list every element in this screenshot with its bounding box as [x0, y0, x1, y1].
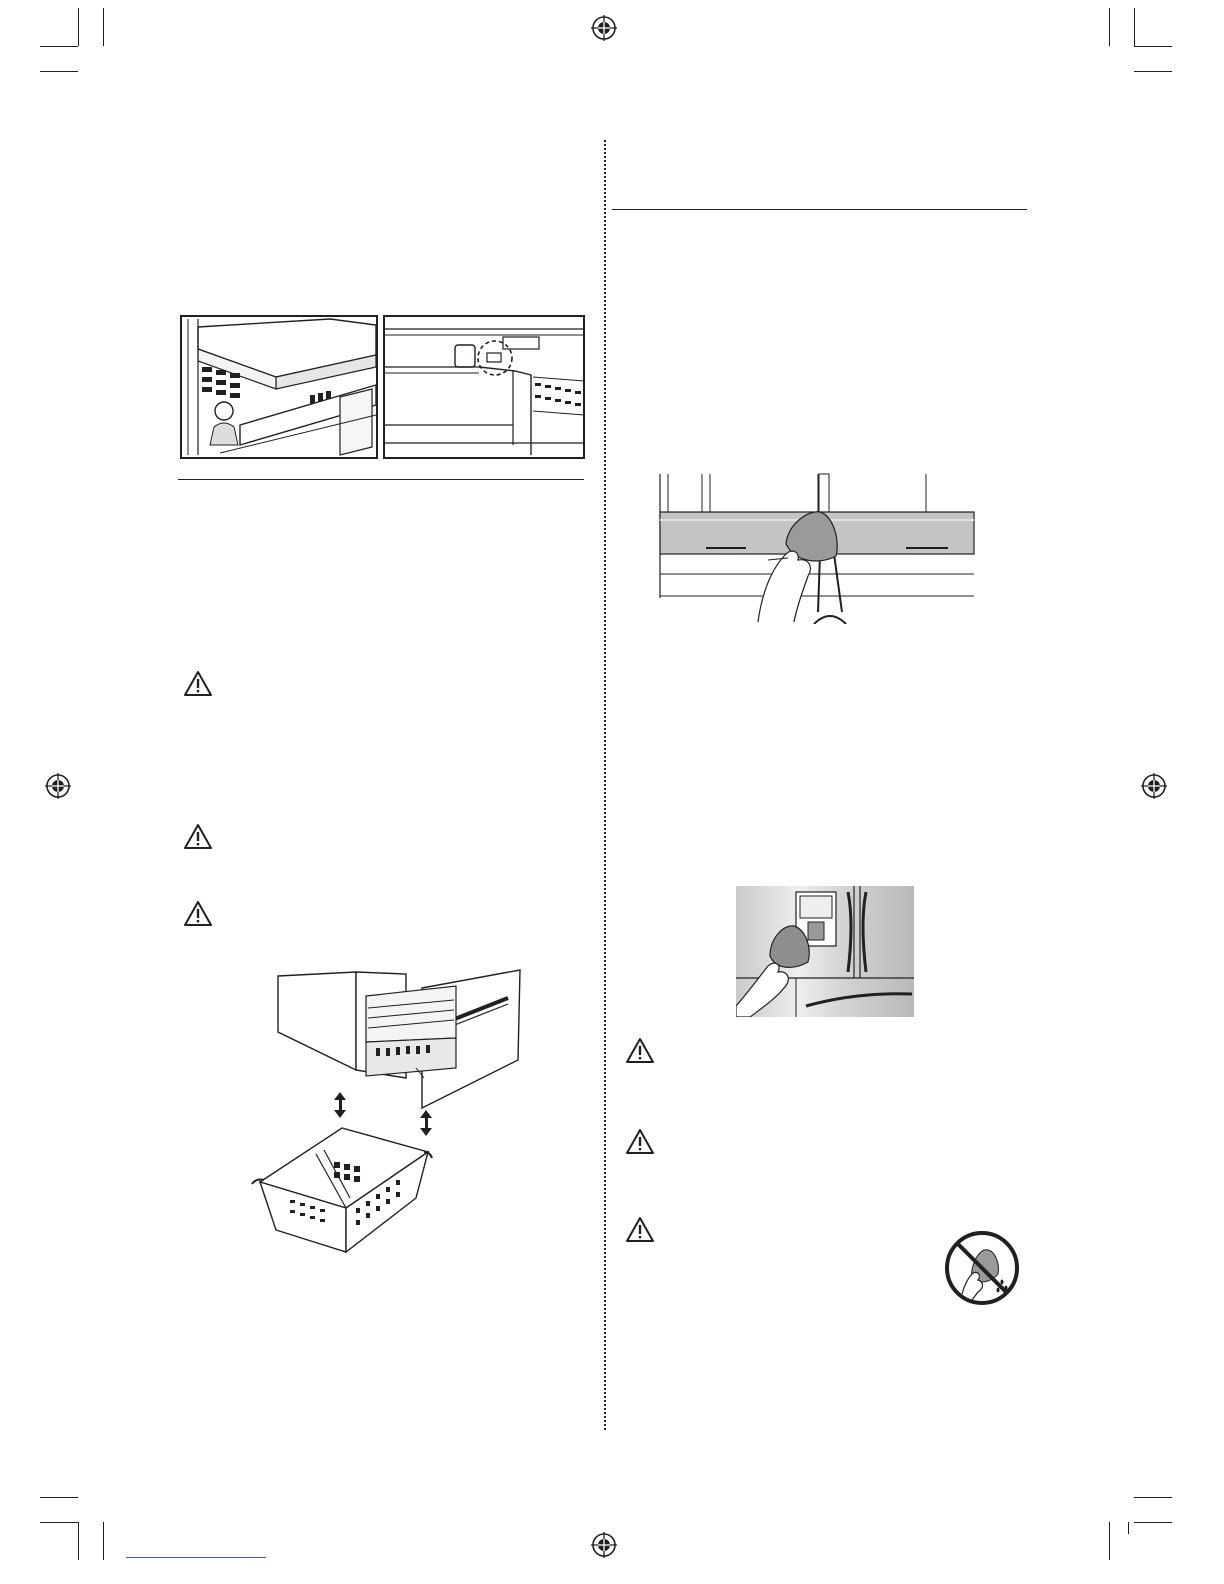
warning-triangle-icon	[625, 1216, 655, 1243]
wipe-shelf-edge-illustration	[658, 472, 976, 624]
warning-triangle-icon	[625, 1037, 655, 1064]
no-wet-cloth-icon	[942, 1230, 1022, 1306]
warning-triangle-icon	[183, 670, 213, 697]
registration-target-icon	[591, 15, 617, 41]
wipe-dispenser-illustration	[736, 886, 914, 1017]
freezer-basket-removal-illustration	[246, 968, 526, 1256]
registration-target-icon	[1141, 773, 1167, 799]
section-rule-left	[178, 479, 584, 480]
registration-target-icon	[45, 773, 71, 799]
column-divider	[604, 140, 606, 1430]
warning-triangle-icon	[625, 1128, 655, 1155]
section-rule-right	[612, 209, 1027, 210]
warning-triangle-icon	[183, 823, 213, 850]
warning-triangle-icon	[183, 900, 213, 927]
freezer-drawer-slot-illustration	[383, 315, 585, 459]
freezer-drawer-rail-illustration	[180, 315, 378, 459]
registration-target-icon	[591, 1532, 617, 1558]
footer-link-underline	[126, 1557, 266, 1558]
